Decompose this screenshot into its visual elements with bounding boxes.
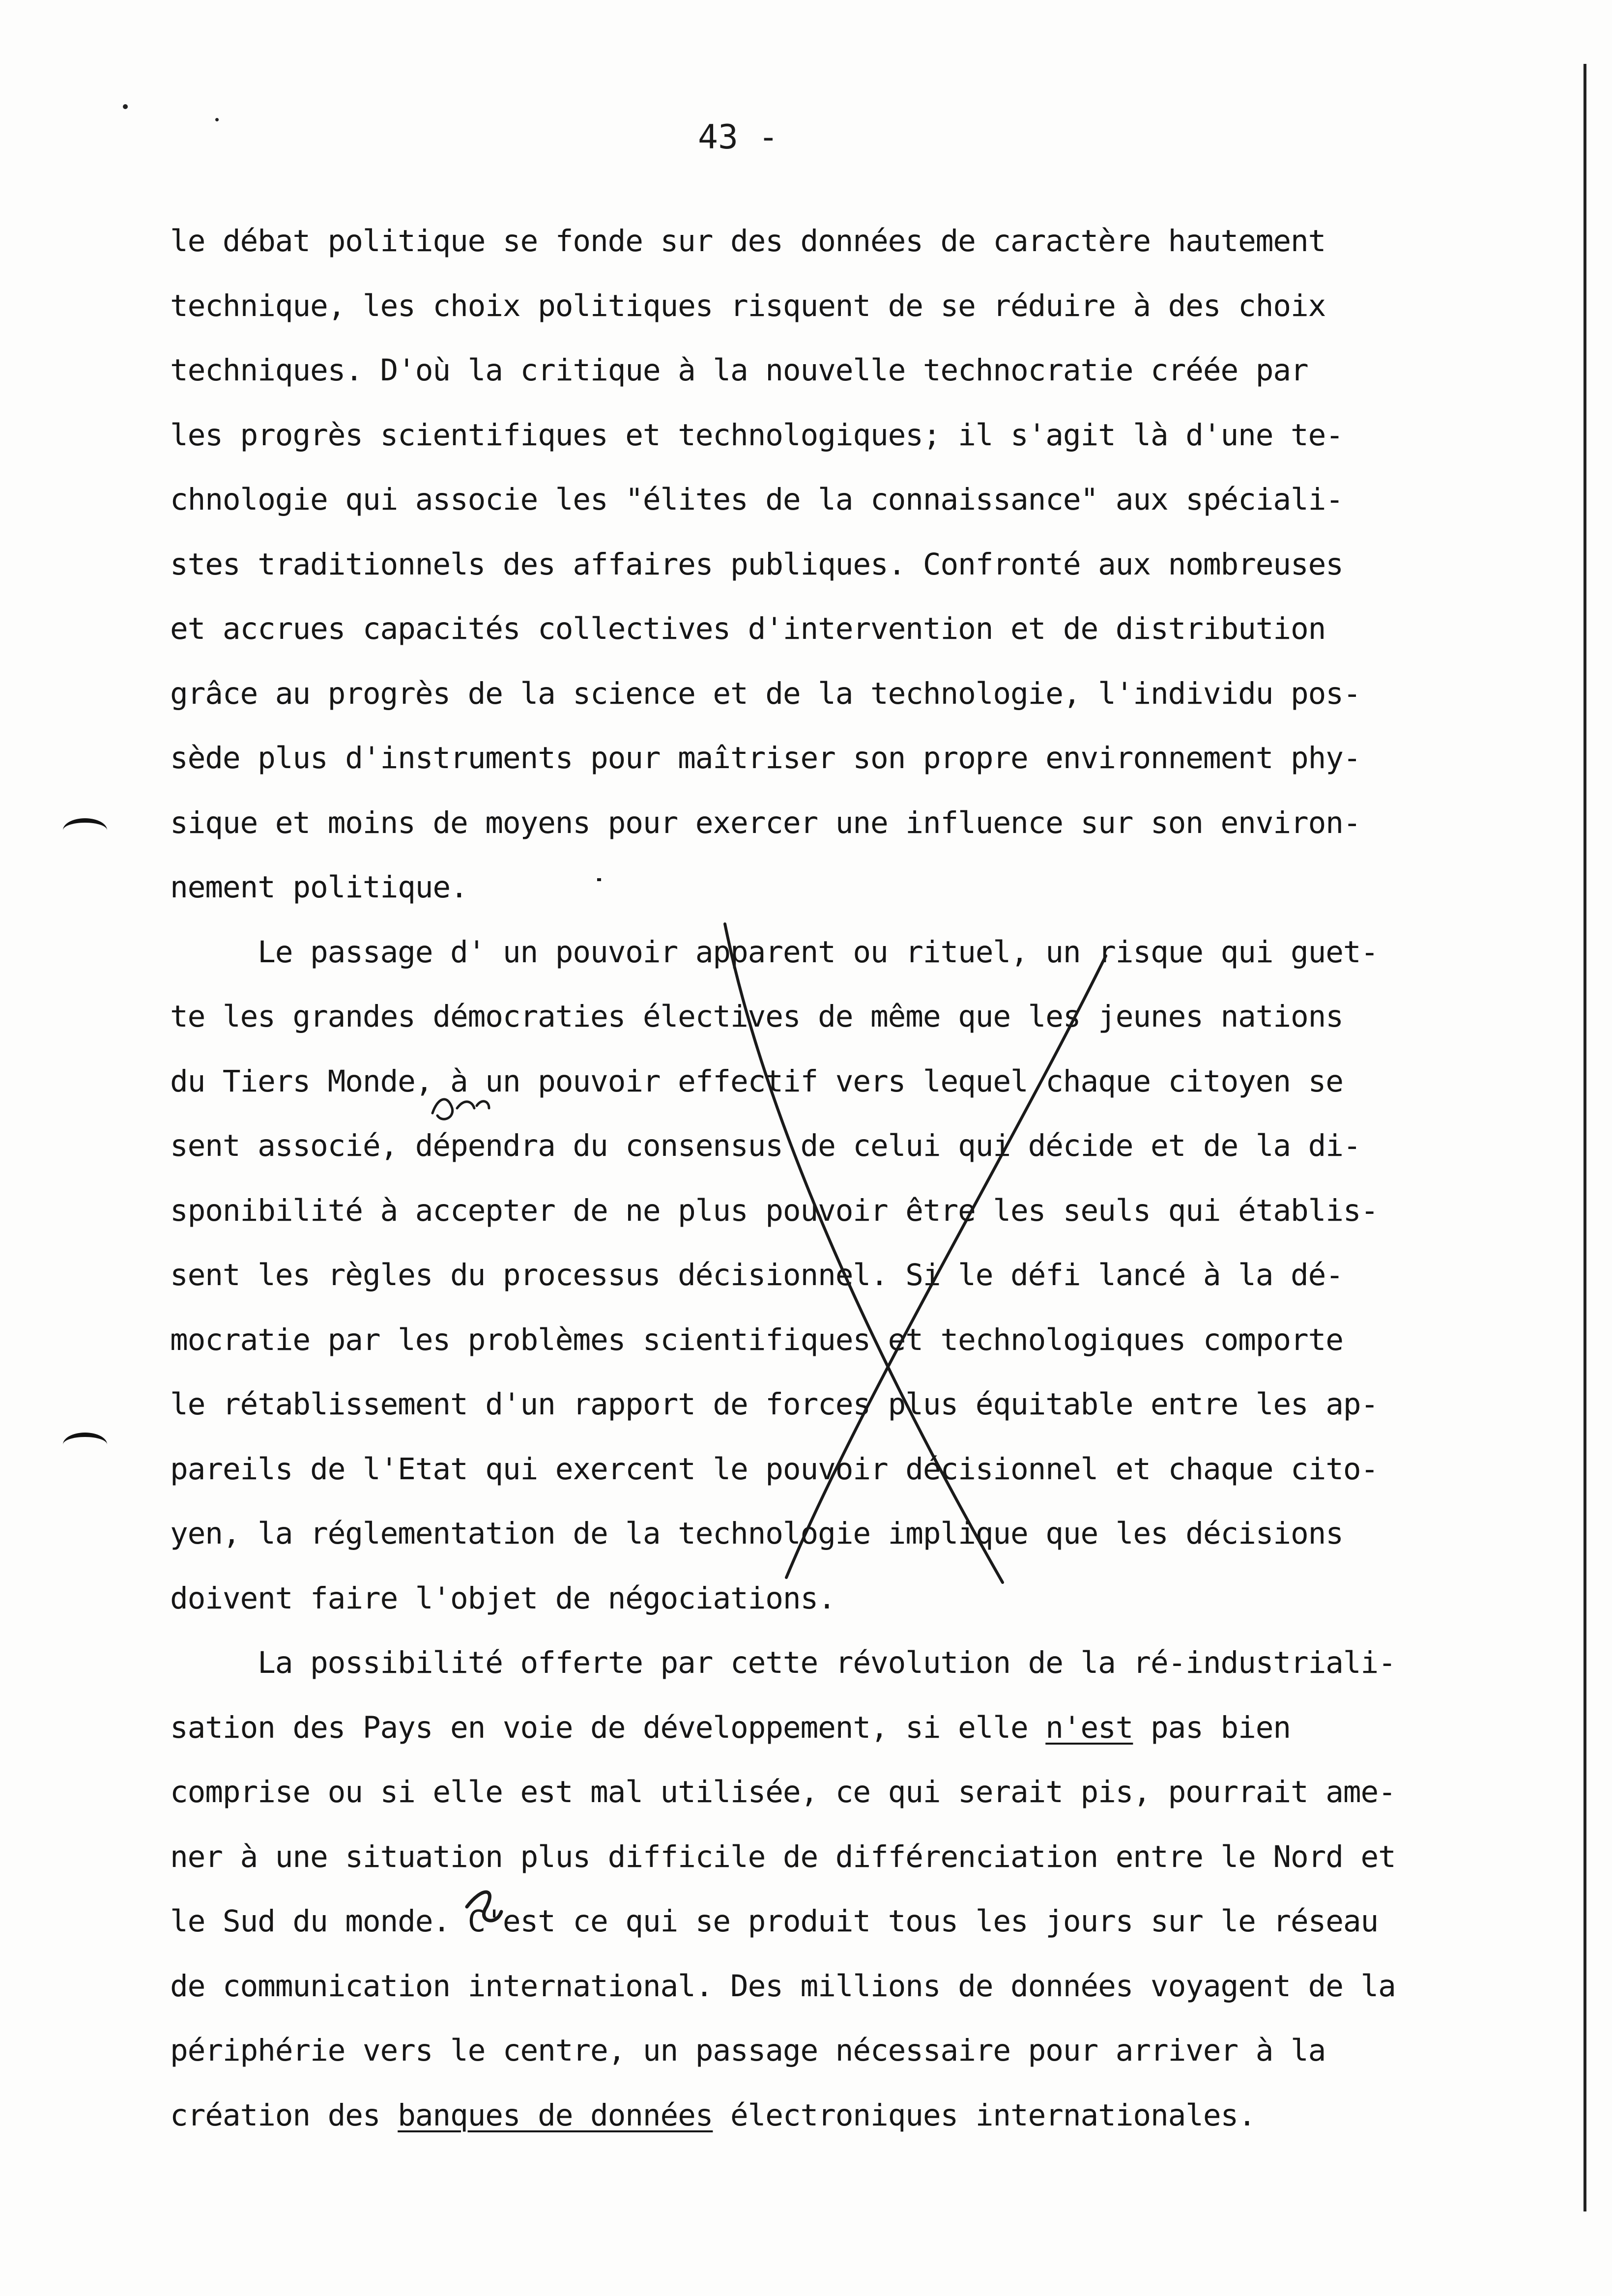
text-line: techniques. D'où la critique à la nouvelle technocratie créée par	[170, 353, 1308, 388]
text-line: sent les règles du processus décisionnel. Si le défi lancé à la dé-	[170, 1258, 1343, 1292]
text-line: de communication international. Des millions de données voyagent de la	[170, 1968, 1396, 2004]
text-line: sent associé, dépendra du consensus de celui qui décide et de la di-	[170, 1128, 1361, 1163]
text-segment: électroniques internationales.	[713, 2097, 1256, 2133]
text-line: sède plus d'instruments pour maîtriser son propre environnement phy-	[170, 741, 1361, 775]
ink-speck	[215, 118, 219, 121]
text-line: grâce au progrès de la science et de la technologie, l'individu pos-	[170, 676, 1361, 711]
underlined-word: n'est	[1045, 1710, 1133, 1745]
text-line: te les grandes démocraties électives de même que les jeunes nations	[170, 999, 1343, 1034]
text-line: et accrues capacités collectives d'intervention et de distribution	[170, 611, 1326, 646]
text-line: sponibilité à accepter de ne plus pouvoir être les seuls qui établis-	[170, 1193, 1379, 1228]
text-line: yen, la réglementation de la technologie implique que les décisions	[170, 1516, 1343, 1551]
text-line: nement politique.	[170, 870, 468, 905]
text-line: pareils de l'Etat qui exercent le pouvoir décisionnel et chaque cito-	[170, 1451, 1379, 1487]
text-line: Le passage d' un pouvoir apparent ou rituel, un risque qui guet-	[170, 934, 1379, 970]
text-line: du Tiers Monde, à un pouvoir effectif vers lequel chaque citoyen se	[170, 1063, 1343, 1099]
text-line: périphérie vers le centre, un passage nécessaire pour arriver à la	[170, 2033, 1326, 2068]
text-line: le Sud du monde. C'est ce qui se produit tous les jours sur le réseau	[170, 1904, 1379, 1939]
text-line: sique et moins de moyens pour exercer une influence sur son environ-	[170, 805, 1361, 840]
text-line: le rétablissement d'un rapport de forces plus équitable entre les ap-	[170, 1387, 1379, 1422]
text-line: ner à une situation plus difficile de différenciation entre le Nord et	[170, 1839, 1396, 1874]
text-segment: sation des Pays en voie de développement, si elle	[170, 1710, 1046, 1745]
text-line	[170, 2083, 1546, 2148]
text-line: mocratie par les problèmes scientifiques et technologiques comporte	[170, 1322, 1343, 1357]
text-segment: création des	[170, 2097, 398, 2133]
text-line: comprise ou si elle est mal utilisée, ce qui serait pis, pourrait ame-	[170, 1775, 1396, 1809]
margin-bracket-mark	[63, 1433, 107, 1457]
ink-speck	[123, 104, 128, 109]
text-line: les progrès scientifiques et technologiques; il s'agit là d'une te-	[170, 417, 1343, 453]
underlined-phrase: banques de données	[398, 2097, 713, 2133]
body-text	[170, 209, 1546, 2148]
text-line: stes traditionnels des affaires publiques. Confronté aux nombreuses	[170, 546, 1343, 582]
text-line: le débat politique se fonde sur des données de caractère hautement	[170, 224, 1326, 258]
margin-bracket-mark	[63, 818, 107, 842]
text-line: La possibilité offerte par cette révolution de la ré-industriali-	[170, 1645, 1396, 1680]
text-line: technique, les choix politiques risquent de se réduire à des choix	[170, 288, 1326, 323]
text-line: chnologie qui associe les "élites de la connaissance" aux spéciali-	[170, 482, 1343, 517]
text-line: doivent faire l'objet de négociations.	[170, 1580, 835, 1616]
right-margin-rule	[1583, 64, 1586, 2211]
text-segment: pas bien	[1133, 1710, 1291, 1745]
text-line	[170, 1695, 1546, 1760]
page-number: 43 -	[698, 118, 778, 157]
